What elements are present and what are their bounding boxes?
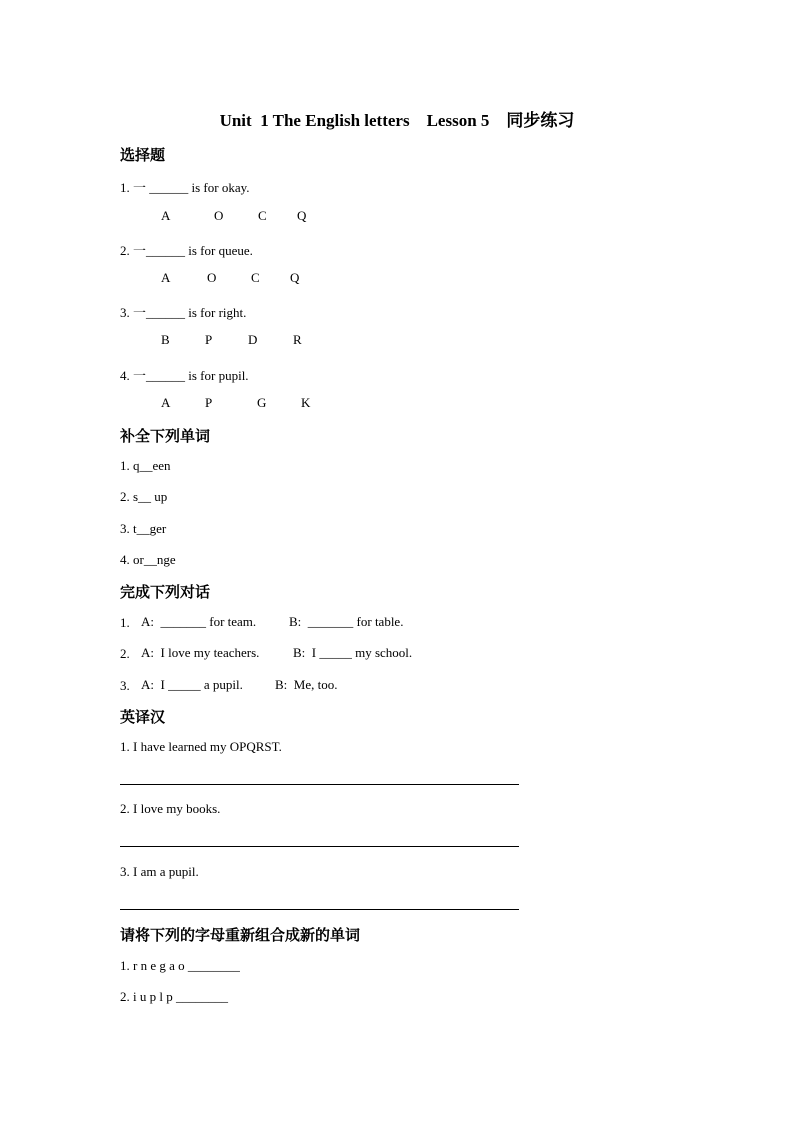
option-4a: A xyxy=(161,395,171,410)
question-4: 4. 一______ is for pupil. xyxy=(120,368,249,383)
translate-item-2: 2. I love my books. xyxy=(120,801,221,816)
word-item-1: 1. q__een xyxy=(120,458,171,473)
option-2d: Q xyxy=(290,270,300,285)
question-1: 1. 一 ______ is for okay. xyxy=(120,180,250,195)
dialogue-1-a: A: _______ for team. xyxy=(141,614,257,629)
translate-item-3: 3. I am a pupil. xyxy=(120,864,199,879)
rearrange-item-2: 2. i u p l p ________ xyxy=(120,989,228,1004)
option-3d: R xyxy=(293,332,302,347)
question-3: 3. 一______ is for right. xyxy=(120,305,247,320)
section-heading-multiple-choice: 选择题 xyxy=(120,146,166,164)
answer-line-2 xyxy=(120,846,519,847)
option-3c: D xyxy=(248,332,258,347)
option-3b: P xyxy=(205,332,213,347)
answer-line-1 xyxy=(120,784,519,785)
option-1c: C xyxy=(258,208,267,223)
option-2a: A xyxy=(161,270,171,285)
option-4c: G xyxy=(257,395,267,410)
page-title: Unit 1 The English letters Lesson 5 同步练习 xyxy=(219,111,575,130)
option-2c: C xyxy=(251,270,260,285)
translate-item-1: 1. I have learned my OPQRST. xyxy=(120,739,282,754)
dialogue-2-number: 2. xyxy=(120,646,130,661)
dialogue-3-a: A: I _____ a pupil. xyxy=(141,677,243,692)
option-1d: Q xyxy=(297,208,307,223)
option-4b: P xyxy=(205,395,213,410)
option-4d: K xyxy=(301,395,311,410)
dialogue-2-a: A: I love my teachers. xyxy=(141,645,260,660)
section-heading-complete-words: 补全下列单词 xyxy=(120,427,211,445)
dialogue-3-number: 3. xyxy=(120,678,130,693)
dialogue-1-number: 1. xyxy=(120,615,130,630)
dialogue-3-b: B: Me, too. xyxy=(275,677,338,692)
question-2: 2. 一______ is for queue. xyxy=(120,243,253,258)
option-3a: B xyxy=(161,332,170,347)
option-2b: O xyxy=(207,270,217,285)
section-heading-rearrange-letters: 请将下列的字母重新组合成新的单词 xyxy=(120,926,361,944)
rearrange-item-1: 1. r n e g a o ________ xyxy=(120,958,240,973)
word-item-2: 2. s__ up xyxy=(120,489,168,504)
section-heading-translate: 英译汉 xyxy=(120,708,166,726)
answer-line-3 xyxy=(120,909,519,910)
dialogue-2-b: B: I _____ my school. xyxy=(293,645,413,660)
word-item-3: 3. t__ger xyxy=(120,521,167,536)
dialogue-1-b: B: _______ for table. xyxy=(289,614,404,629)
word-item-4: 4. or__nge xyxy=(120,552,176,567)
option-1a: A xyxy=(161,208,171,223)
section-heading-dialogues: 完成下列对话 xyxy=(120,583,211,601)
option-1b: O xyxy=(214,208,224,223)
